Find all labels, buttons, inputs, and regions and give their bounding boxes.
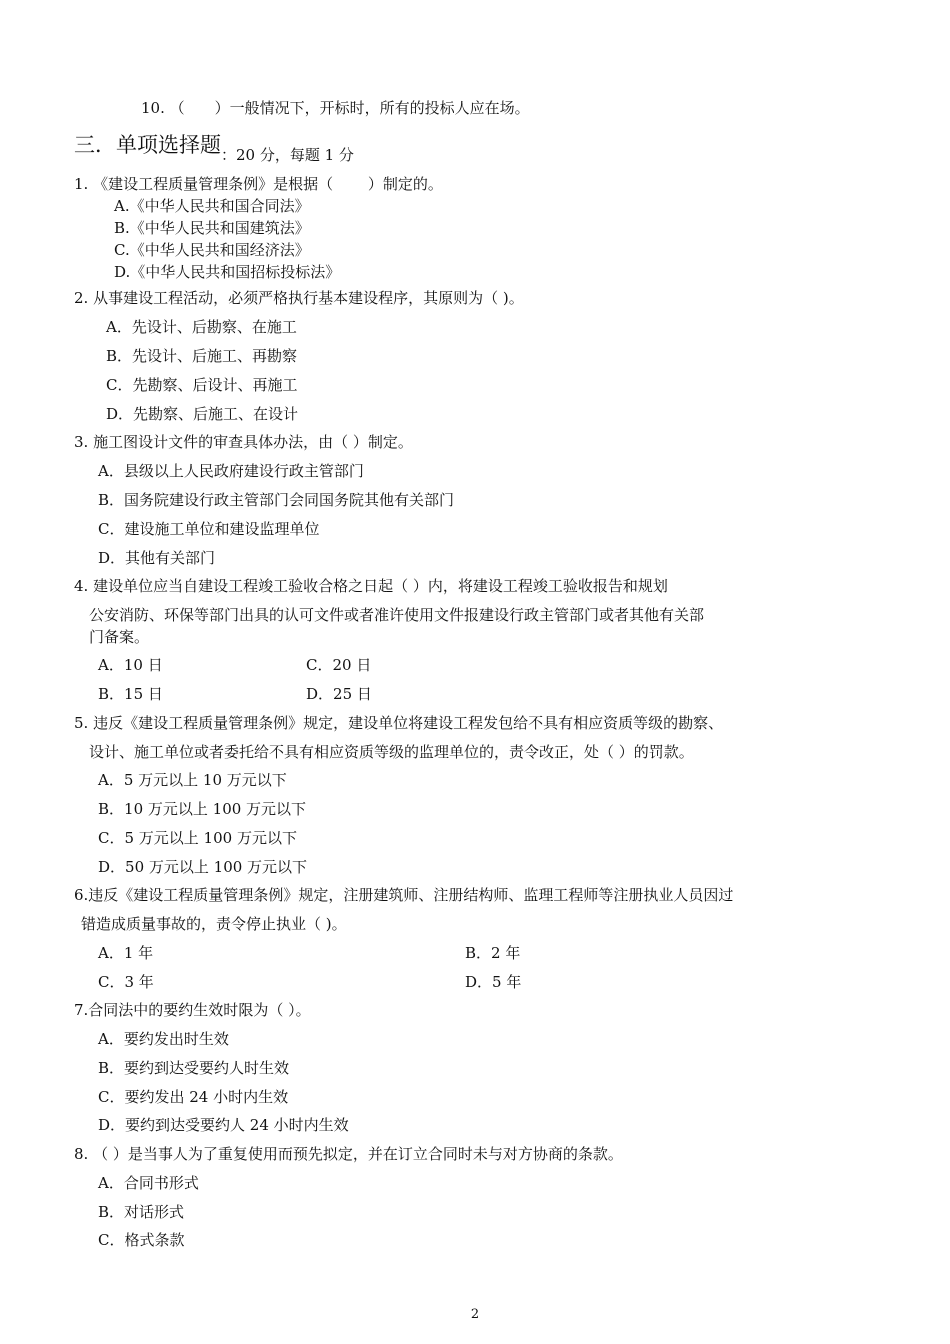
question-6-option-d: D．5 年	[465, 973, 522, 991]
question-7-option-a: A．要约发出时生效	[98, 1030, 229, 1048]
question-6-stem-line-2: 错造成质量事故的，责令停止执业（ )。	[81, 915, 347, 933]
question-1-option-a: A.《中华人民共和国合同法》	[114, 197, 310, 215]
question-7-option-b: B．要约到达受要约人时生效	[98, 1059, 290, 1077]
question-2-option-c: C．先勘察、后设计、再施工	[106, 376, 298, 394]
question-4-stem-line-1: 4. 建设单位应当自建设工程竣工验收合格之日起（ ）内，将建设工程竣工验收报告和规划	[74, 577, 668, 595]
question-3-option-a: A．县级以上人民政府建设行政主管部门	[98, 462, 364, 480]
question-8-option-a: A．合同书形式	[98, 1174, 199, 1192]
question-4-stem-line-3: 门备案。	[89, 628, 150, 646]
question-5-stem-line-2: 设计、施工单位或者委托给不具有相应资质等级的监理单位的，责令改正，处（ ）的罚款。	[89, 743, 694, 761]
question-2-option-d: D．先勘察、后施工、在设计	[106, 405, 299, 423]
question-6-option-c: C．3 年	[98, 973, 154, 991]
question-8-option-c: C．格式条款	[98, 1231, 185, 1249]
question-7-stem: 7.合同法中的要约生效时限为（ ）。	[74, 1001, 311, 1019]
question-3-stem: 3. 施工图设计文件的审查具体办法，由（ ）制定。	[74, 433, 413, 451]
section-heading	[74, 132, 354, 164]
question-4-option-d: D．25 日	[306, 685, 372, 703]
question-5-stem-line-1: 5. 违反《建设工程质量管理条例》规定，建设单位将建设工程发包给不具有相应资质等级的勘察、	[74, 714, 724, 732]
question-4-stem-line-2: 公安消防、环保等部门出具的认可文件或者准许使用文件报建设行政主管部门或者其他有关部	[89, 606, 705, 624]
question-1-stem: 1. 《建设工程质量管理条例》是根据（ ）制定的。	[74, 175, 443, 193]
question-4-option-a: A．10 日	[98, 656, 163, 674]
question-5-option-c: C．5 万元以上 100 万元以下	[98, 829, 297, 847]
question-6-option-b: B．2 年	[465, 944, 521, 962]
question-7-option-d: D．要约到达受要约人 24 小时内生效	[98, 1116, 349, 1134]
question-4-option-b: B．15 日	[98, 685, 163, 703]
section-score-note: ：20 分，每题 1 分	[221, 146, 354, 164]
previous-item-10: 10. （ ）一般情况下，开标时，所有的投标人应在场。	[141, 99, 530, 117]
question-1-option-b: B.《中华人民共和国建筑法》	[114, 219, 310, 237]
question-3-option-d: D．其他有关部门	[98, 549, 216, 567]
question-2-option-b: B．先设计、后施工、再勘察	[106, 347, 298, 365]
question-2-option-a: A．先设计、后勘察、在施工	[106, 318, 297, 336]
page-number: 2	[470, 1307, 480, 1322]
question-6-option-a: A．1 年	[98, 944, 154, 962]
question-7-option-c: C．要约发出 24 小时内生效	[98, 1088, 289, 1106]
question-2-stem: 2. 从事建设工程活动，必须严格执行基本建设程序，其原则为（ )。	[74, 289, 524, 307]
question-5-option-a: A．5 万元以上 10 万元以下	[98, 771, 287, 789]
section-title: 三．单项选择题	[74, 133, 221, 157]
question-8-stem: 8. （ ）是当事人为了重复使用而预先拟定，并在订立合同时未与对方协商的条款。	[74, 1145, 623, 1163]
question-6-stem-line-1: 6.违反《建设工程质量管理条例》规定，注册建筑师、注册结构师、监理工程师等注册执业人员因过	[74, 886, 734, 904]
question-5-option-b: B．10 万元以上 100 万元以下	[98, 800, 307, 818]
question-8-option-b: B．对话形式	[98, 1203, 185, 1221]
question-5-option-d: D．50 万元以上 100 万元以下	[98, 858, 308, 876]
question-1-option-c: C.《中华人民共和国经济法》	[114, 241, 310, 259]
question-3-option-c: C．建设施工单位和建设监理单位	[98, 520, 320, 538]
question-4-option-c: C．20 日	[306, 656, 372, 674]
question-1-option-d: D.《中华人民共和国招标投标法》	[114, 263, 341, 281]
question-3-option-b: B．国务院建设行政主管部门会同国务院其他有关部门	[98, 491, 455, 509]
